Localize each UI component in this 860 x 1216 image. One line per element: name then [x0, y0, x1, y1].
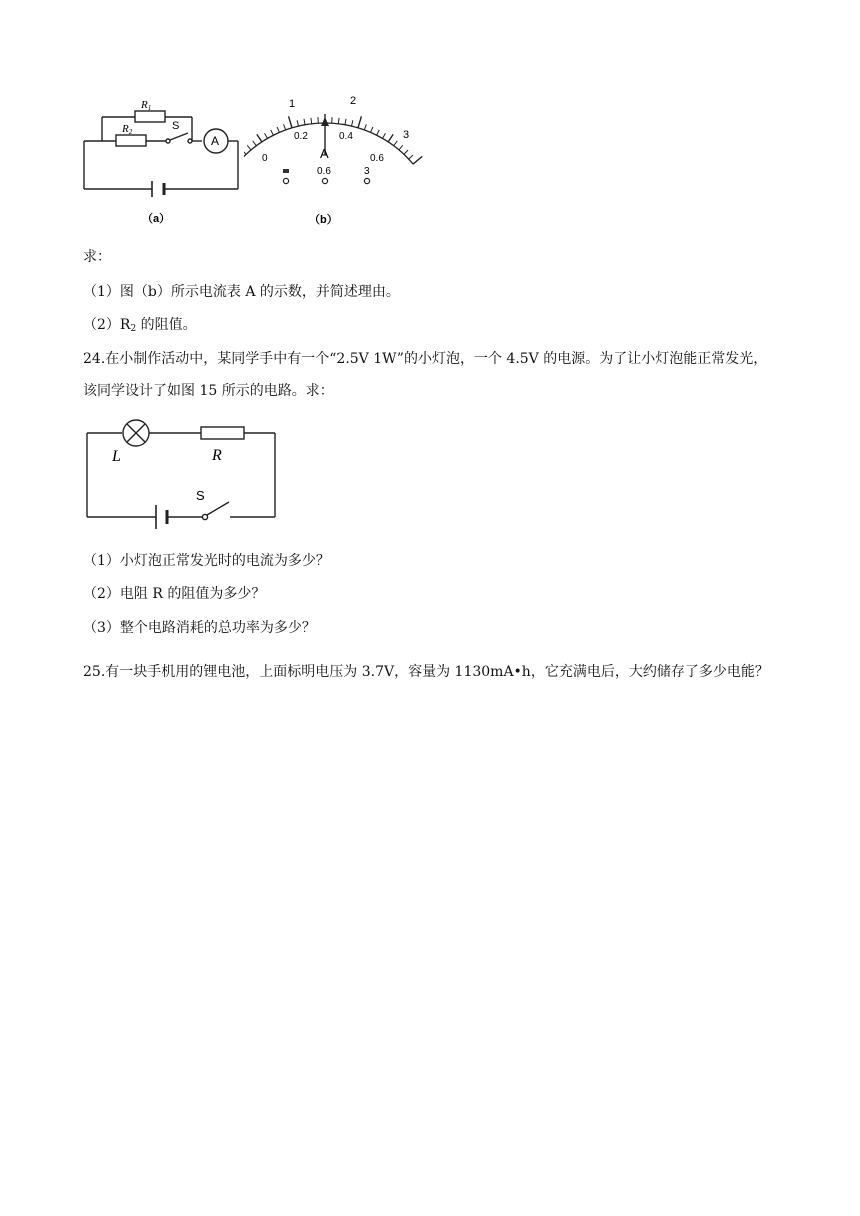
dial-tick	[383, 133, 386, 138]
switch-label-c: S	[196, 488, 205, 503]
terminal-minus	[283, 169, 289, 173]
r1-label: R1	[141, 99, 152, 112]
dial-tick	[413, 156, 422, 164]
ask-label: 求：	[83, 249, 111, 265]
q24-part3: （3）整个电路消耗的总功率为多少？	[83, 620, 316, 636]
scale-0-6: 0.6	[370, 153, 384, 164]
dial-tick	[253, 141, 257, 146]
dial-tick	[297, 120, 298, 126]
dial-tick	[311, 118, 312, 124]
dial-tick	[247, 145, 251, 150]
terminal-minus-post	[283, 178, 288, 183]
terminal-0-6-label: 0.6	[317, 166, 331, 177]
dial-tick	[338, 118, 339, 124]
resistor-label: R	[212, 447, 222, 464]
q24-part1: （1）小灯泡正常发光时的电流为多少？	[83, 553, 330, 569]
dial-tick	[304, 119, 305, 125]
q23-part2: $(2)R_2$ 的阻值。	[83, 317, 197, 334]
dial-tick	[358, 116, 361, 127]
dial-tick	[345, 119, 346, 125]
q25-stem: 25.有一块手机用的锂电池，上面标明电压为 3.7V，容量为 1130mA•h，它充满电后，大约储存了多少电能？	[83, 664, 769, 680]
dial-tick	[257, 134, 262, 142]
dial-tick	[277, 127, 279, 133]
dial-tick	[399, 145, 403, 150]
figure-a-caption: （a）	[142, 213, 171, 225]
scale-0-2: 0.2	[294, 131, 308, 142]
figure-b-ammeter-dial	[244, 88, 424, 233]
q24-part2: （2）电阻 R 的阻值为多少？	[83, 586, 266, 602]
figure-b-caption: （b）	[309, 214, 338, 226]
scale-3: 3	[403, 129, 410, 141]
ammeter-label: A	[211, 134, 220, 148]
dial-letter: A	[320, 146, 329, 161]
switch-label: S	[172, 120, 180, 132]
figure-c-circuit	[84, 418, 280, 530]
figure-a-circuit	[80, 95, 245, 230]
q24-stem-line1: 24.在小制作活动中，某同学手中有一个“2.5V 1W”的小灯泡，一个 4.5V 的电源。为了让小灯泡能正常发光，	[83, 351, 768, 367]
scale-0: 0	[262, 153, 268, 164]
dial-tick	[352, 120, 353, 126]
r2-label: R2	[122, 123, 133, 136]
terminal-3-post	[364, 178, 369, 183]
dial-tick	[409, 155, 413, 159]
dial-tick	[404, 150, 408, 154]
dial-tick	[289, 116, 292, 127]
terminal-0-6-post	[322, 178, 327, 183]
dial-tick	[271, 130, 274, 135]
scale-0-4: 0.4	[339, 131, 353, 142]
q24-stem-line2: 该同学设计了如图 15 所示的电路。求：	[83, 383, 334, 399]
dial-tick	[364, 124, 366, 130]
scale-2: 2	[350, 95, 357, 107]
lamp-label: L	[112, 448, 121, 465]
dial-tick	[284, 124, 286, 130]
scale-1: 1	[289, 98, 296, 110]
dial-tick	[388, 134, 393, 142]
dial-tick	[265, 133, 268, 138]
terminal-3-label: 3	[364, 166, 370, 177]
dial-tick	[244, 150, 246, 154]
dial-tick	[394, 141, 398, 146]
dial-tick	[377, 130, 380, 135]
dial-tick	[371, 127, 373, 133]
q23-part1: （1）图（b）所示电流表 A 的示数，并简述理由。	[83, 284, 400, 300]
